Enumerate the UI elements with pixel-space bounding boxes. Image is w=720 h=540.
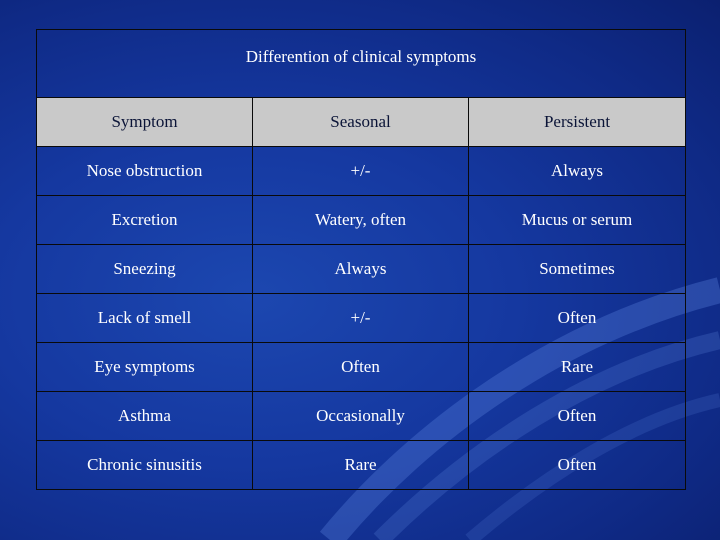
header-seasonal: Seasonal <box>253 98 469 147</box>
cell-symptom: Sneezing <box>37 245 253 294</box>
cell-symptom: Lack of smell <box>37 294 253 343</box>
cell-seasonal: +/- <box>253 147 469 196</box>
table-row <box>37 245 686 294</box>
table-header-row <box>37 98 686 147</box>
table-row <box>37 147 686 196</box>
cell-seasonal: Watery, often <box>253 196 469 245</box>
cell-persistent: Sometimes <box>469 245 686 294</box>
cell-seasonal: Occasionally <box>253 392 469 441</box>
cell-persistent: Always <box>469 147 686 196</box>
table-row <box>37 392 686 441</box>
cell-persistent: Mucus or serum <box>469 196 686 245</box>
cell-seasonal: Rare <box>253 441 469 490</box>
cell-persistent: Often <box>469 441 686 490</box>
cell-persistent: Often <box>469 392 686 441</box>
cell-persistent: Rare <box>469 343 686 392</box>
header-symptom: Symptom <box>37 98 253 147</box>
symptoms-table <box>36 29 686 490</box>
header-persistent: Persistent <box>469 98 686 147</box>
cell-symptom: Asthma <box>37 392 253 441</box>
cell-symptom: Nose obstruction <box>37 147 253 196</box>
cell-persistent: Often <box>469 294 686 343</box>
cell-seasonal: Always <box>253 245 469 294</box>
table-row <box>37 441 686 490</box>
cell-seasonal: +/- <box>253 294 469 343</box>
table-row <box>37 343 686 392</box>
cell-symptom: Chronic sinusitis <box>37 441 253 490</box>
table-title: Differention of clinical symptoms <box>37 30 686 98</box>
cell-symptom: Excretion <box>37 196 253 245</box>
cell-seasonal: Often <box>253 343 469 392</box>
table-row <box>37 294 686 343</box>
table-row <box>37 196 686 245</box>
cell-symptom: Eye symptoms <box>37 343 253 392</box>
